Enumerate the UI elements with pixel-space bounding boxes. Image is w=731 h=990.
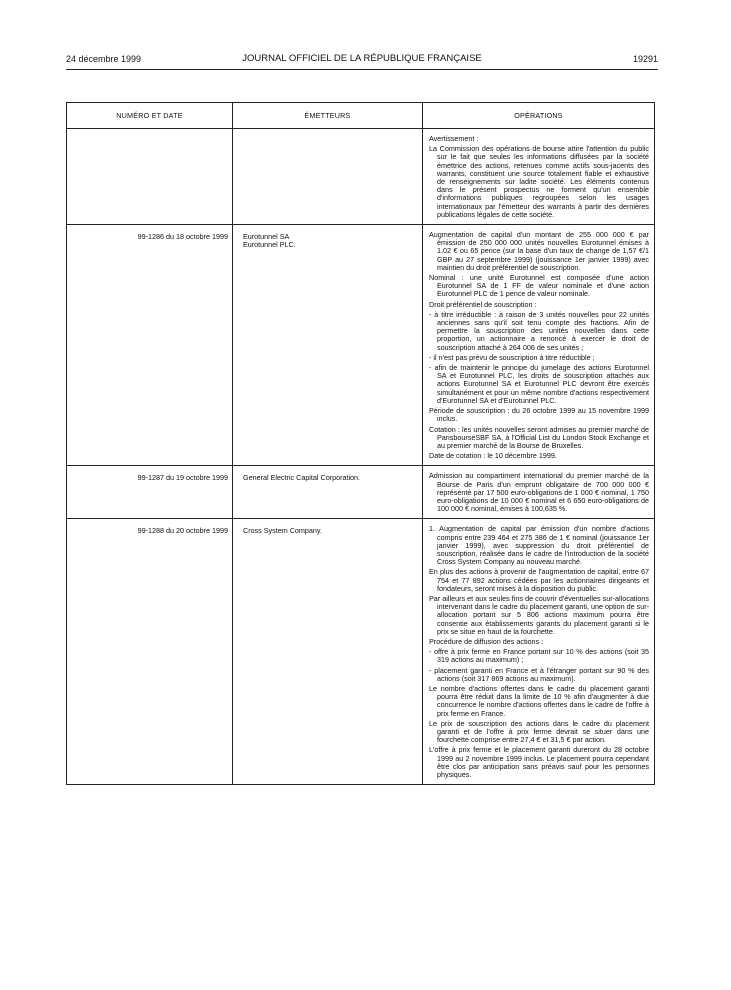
running-header xyxy=(66,52,658,66)
operations-paragraph: - à titre irréductible : à raison de 3 unités nouvelles pour 22 unités anciennes sans qu'il soit tenu compte des fractions. Afin de permettre la souscription des unités nouvelles dans cette proportion, un actionnaire a renoncé à exercer le droit de souscription attaché à 264 006 de ses unités ; xyxy=(429,309,649,352)
operations-table xyxy=(66,102,655,785)
operations-paragraph: Procédure de diffusion des actions : xyxy=(429,636,544,646)
operations-paragraph: Avertissement : xyxy=(429,134,479,143)
operations-paragraph: - il n'est pas prévu de souscription à titre réductible ; xyxy=(429,352,595,362)
header-date: 24 décembre 1999 xyxy=(66,54,142,64)
emetteur-name: General Electric Capital Corporation. xyxy=(243,473,361,483)
page-number: 19291 xyxy=(632,54,658,64)
operations-paragraph: - afin de maintenir le principe du jumelage des actions Eurotunnel SA et Eurotunnel PLC, les droits de souscription attachés aux actions Eurotunnel SA et Eurotunnel PLC devront être exercés simultanément et pour un même nombre d'actions respectivement d'Eurotunnel SA et d'Eurotunnel PLC. xyxy=(429,363,649,405)
operations-paragraph: Droit préférentiel de souscription : xyxy=(429,299,537,309)
operations-paragraph: Nominal : une unité Eurotunnel est composée d'une action Eurotunnel SA de 1 FF de valeur nominale et d'une action Eurotunnel PLC de 1 pence de valeur nominale. xyxy=(429,273,649,299)
operations-paragraph: L'offre à prix ferme et le placement garanti dureront du 28 octobre 1999 au 2 novembre 1999 inclus. Le placement pourra cependant être clos par anticipation sans préavis sauf pour les personnes physiques. xyxy=(429,745,649,780)
numero-cell: 99-1286 du 18 octobre 1999 xyxy=(67,225,233,465)
emetteurs-cell xyxy=(233,519,423,784)
operations-cell xyxy=(423,129,654,224)
operations-paragraph: Période de souscription : du 26 octobre 1999 au 15 novembre 1999 inclus. xyxy=(429,406,649,424)
table-row xyxy=(67,466,654,519)
operations-paragraph: Le nombre d'actions offertes dans le cadre du placement garanti pourra être réduit dans la limite de 10 % afin d'augmenter à due concurrence le nombre d'actions offertes dans le cadre de l'offre à prix ferme en France. xyxy=(429,683,649,718)
table-row xyxy=(67,519,654,784)
operations-paragraph: 1. Augmentation de capital par émission d'un nombre d'actions compris entre 239 464 et 275 386 de 1 € nominal (jouissance 1er janvier 1999), avec suppression du droit préférentiel de souscription, réalisée dans le cadre de l'introduction de la société Cross System Company au nouveau marché. xyxy=(429,524,649,567)
operations-paragraph: - offre à prix ferme en France portant sur 10 % des actions (soit 35 319 actions au maximum) ; xyxy=(429,647,649,665)
operations-paragraph: - placement garanti en France et à l'étranger portant sur 90 % des actions (soit 317 869 actions au maximum). xyxy=(429,665,649,683)
emetteurs-cell xyxy=(233,225,423,465)
operations-paragraph: Augmentation de capital d'un montant de 255 000 000 € par émission de 250 000 000 unités nouvelles Eurotunnel émises à 1,02 € ou 65 pence (sur la base d'un taux de change de 1,57 €/1 GBP au 27 septembre 1999) (jouissance 1er janvier 1999) avec maintien du droit préférentiel de souscription. xyxy=(429,230,649,272)
numero-cell: 99-1287 du 19 octobre 1999 xyxy=(67,466,233,518)
operations-paragraph: La Commission des opérations de bourse attire l'attention du public sur le fait que seules les informations diffusées par la société émettrice des actions, retenues comme actifs sous-jacents des warrants, constituent une source totalement fiable et exhaustive de renseignements sur ladite société. Les éléments contenus dans le présent prospectus ne forment qu'un ensemble d'informations publiques regroupées selon les usages internationaux par l'émetteur des warrants à partir des dernières publications légales de cette société. xyxy=(429,144,649,219)
emetteurs-cell xyxy=(233,466,423,518)
table-row xyxy=(67,129,654,225)
emetteur-name: Cross System Company. xyxy=(243,526,322,536)
operations-paragraph: Cotation : les unités nouvelles seront admises au premier marché de ParisbourseSBF SA, à l'Official List du London Stock Exchange et au premier marché de la Bourse de Bruxelles. xyxy=(429,424,649,450)
column-header-operations: OPÉRATIONS xyxy=(514,111,563,120)
numero-cell xyxy=(67,129,233,224)
operations-paragraph: Admission au compartiment international du premier marché de la Bourse de Paris d'un emprunt obligataire de 700 000 000 € représenté par 17 500 euro-obligations de 1 000 € nominal, 1 750 euro-obligations de 10 000 € nominal et 6 650 euro-obligations de 100 000 € nominal, émises à 100,635 %. xyxy=(429,471,649,514)
operations-paragraph: Date de cotation : le 10 décembre 1999. xyxy=(429,451,557,461)
operations-cell xyxy=(423,519,654,784)
table-row xyxy=(67,225,654,466)
operations-cell xyxy=(423,225,654,465)
operations-cell xyxy=(423,466,654,518)
emetteur-name: Eurotunnel SA xyxy=(243,232,290,242)
journal-title: JOURNAL OFFICIEL DE LA RÉPUBLIQUE FRANÇAISE xyxy=(242,53,482,64)
emetteurs-cell xyxy=(233,129,423,224)
column-header-numero: NUMÉRO ET DATE xyxy=(67,103,233,128)
operations-paragraph: En plus des actions à provenir de l'augmentation de capital, entre 67 754 et 77 892 actions cédées par les actionnaires dirigeants et fondateurs, seront mises à la disposition du public. xyxy=(429,567,649,593)
header-rule xyxy=(66,69,658,70)
emetteur-name: Eurotunnel PLC. xyxy=(243,240,296,250)
column-header-emetteurs: ÉMETTEURS xyxy=(233,103,423,128)
operations-paragraph: Par ailleurs et aux seules fins de couvrir d'éventuelles sur-allocations intervenant dans le cadre du placement garanti, une option de sur-allocation portant sur 5 806 actions maximum pourra être consentie aux établissements garants du placement garanti si le prix se situe en haut de la fourchette. xyxy=(429,593,649,636)
operations-paragraph: Le prix de souscription des actions dans le cadre du placement garanti et de l'offre à prix ferme devrait se situer dans une fourchette comprise entre 27,4 € et 31,5 € par action. xyxy=(429,718,649,745)
table-header xyxy=(67,103,654,129)
numero-cell: 99-1288 du 20 octobre 1999 xyxy=(67,519,233,784)
